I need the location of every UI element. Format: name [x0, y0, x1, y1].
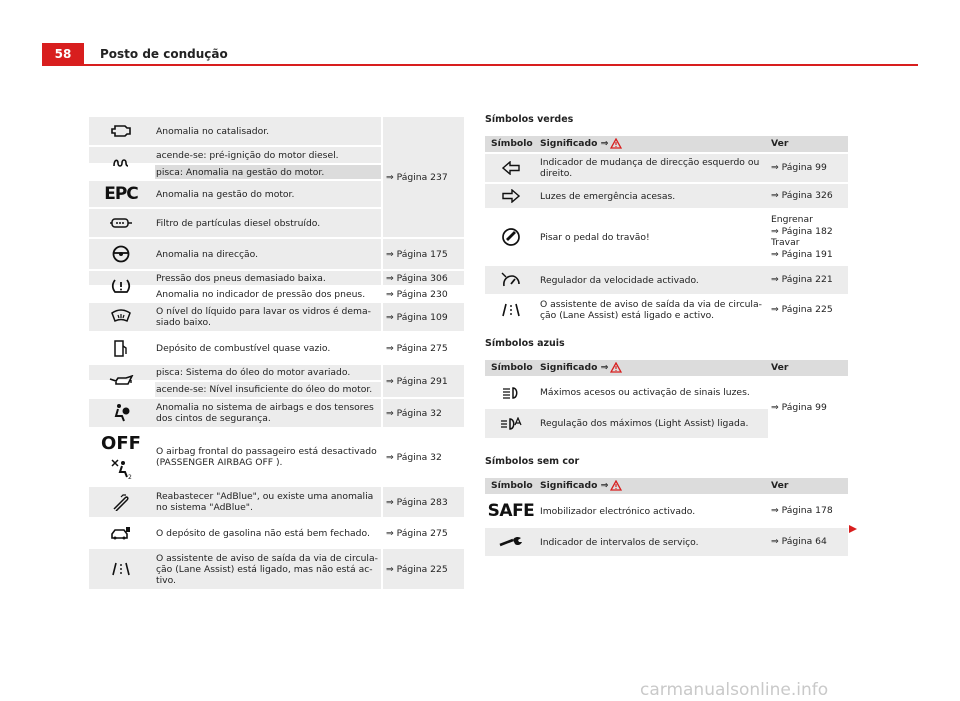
- row-reference[interactable]: ⇒ Página 306: [386, 272, 448, 284]
- table-row: [155, 287, 464, 301]
- row-reference[interactable]: ⇒ Página 230: [386, 288, 448, 300]
- row-reference[interactable]: ⇒ Página 175: [386, 248, 448, 260]
- cruise-control-icon: [485, 266, 537, 294]
- row-reference[interactable]: ⇒ Página 291: [383, 365, 464, 397]
- tyre-pressure-icon: [89, 271, 153, 301]
- airbag-off-icon: OFF 2: [101, 433, 141, 480]
- table-row: [485, 210, 848, 264]
- table-row: [485, 496, 848, 526]
- right-column: [485, 114, 848, 558]
- warning-icon: [610, 138, 622, 149]
- page-header: [42, 43, 918, 65]
- next-page-arrow-icon: [848, 524, 858, 534]
- warning-icon: [610, 480, 622, 491]
- row-text: Anomalia no indicador de pressão dos pneus.: [156, 288, 366, 300]
- row-text: pisca: Sistema do óleo do motor avariado.: [156, 367, 351, 378]
- row-text: Imobilizador electrónico activado.: [540, 505, 696, 517]
- row-reference[interactable]: ⇒ Página 178: [771, 505, 833, 517]
- table-row: [89, 209, 381, 237]
- table-row: [89, 549, 464, 589]
- row-text: Luzes de emergência acesas.: [540, 190, 676, 202]
- row-text: Máximos acesos ou activação de sinais luzes.: [540, 387, 750, 398]
- table-row: [485, 528, 848, 556]
- adblue-icon: [89, 487, 153, 517]
- oil-can-icon: [89, 365, 153, 397]
- row-reference[interactable]: ⇒ Página 237: [383, 117, 464, 237]
- table-row: [89, 487, 464, 517]
- header-see: Ver: [771, 362, 789, 373]
- section-title-nocolor: Símbolos sem cor: [485, 456, 580, 467]
- table-row: [89, 365, 381, 380]
- page-number: 58: [42, 43, 84, 65]
- header-symbol: Símbolo: [491, 362, 533, 373]
- catalyst-icon: [89, 117, 153, 145]
- wrench-icon: [485, 528, 537, 556]
- row-reference[interactable]: ⇒ Página 109: [386, 311, 448, 323]
- row-reference[interactable]: ⇒ Página 64: [771, 536, 827, 548]
- header-symbol: Símbolo: [491, 480, 533, 491]
- table-header: [485, 478, 848, 494]
- section-title-green: Símbolos verdes: [485, 114, 574, 125]
- table-row: [485, 409, 768, 438]
- row-text: O airbag frontal do passageiro está desactivado (PASSENGER AIRBAG OFF ).: [156, 446, 377, 468]
- watermark: carmanualsonline.info: [640, 680, 829, 700]
- row-text: pisca: Anomalia na gestão do motor.: [156, 166, 325, 178]
- diesel-particle-filter-icon: [89, 209, 153, 237]
- lane-assist-icon: [485, 296, 537, 324]
- table-row: [89, 181, 381, 207]
- fuel-cap-icon: [89, 519, 153, 547]
- table-row: [485, 154, 848, 182]
- row-text: Pressão dos pneus demasiado baixa.: [156, 272, 326, 284]
- row-text: Regulador da velocidade activado.: [540, 274, 699, 286]
- high-beam-icon: [485, 378, 537, 407]
- row-text: Anomalia na gestão do motor.: [156, 188, 295, 200]
- fuel-icon: [89, 333, 153, 363]
- row-text: Regulação dos máximos (Light Assist) ligada.: [540, 418, 749, 429]
- row-text: O assistente de aviso de saída da via de circula- ção (Lane Assist) está ligado e activo.: [540, 299, 762, 321]
- table-row: [89, 399, 464, 427]
- row-reference[interactable]: ⇒ Página 32: [386, 407, 442, 419]
- row-text: Anomalia no catalisador.: [156, 125, 270, 137]
- airbag-icon: [89, 399, 153, 427]
- table-row: [89, 147, 381, 163]
- section-title-blue: Símbolos azuis: [485, 338, 565, 349]
- row-reference[interactable]: ⇒ Página 225: [386, 563, 448, 575]
- header-see: Ver: [771, 480, 789, 491]
- table-row: [485, 266, 848, 294]
- row-reference[interactable]: ⇒ Página 99: [768, 378, 848, 438]
- svg-text:2: 2: [128, 474, 132, 480]
- warning-symbols-table: [89, 117, 464, 591]
- table-row: [155, 165, 381, 179]
- washer-fluid-icon: [89, 303, 153, 331]
- row-text: Filtro de partículas diesel obstruído.: [156, 217, 321, 229]
- header-meaning: Significado ⇒: [540, 478, 622, 494]
- row-reference[interactable]: ⇒ Página 275: [386, 342, 448, 354]
- steering-icon: [89, 239, 153, 269]
- table-row: [89, 519, 464, 547]
- turn-left-icon: [485, 154, 537, 182]
- row-reference[interactable]: ⇒ Página 275: [386, 527, 448, 539]
- glow-plug-icon: [89, 147, 153, 179]
- page-title: Posto de condução: [100, 47, 228, 61]
- header-see: Ver: [771, 138, 789, 149]
- row-text: Anomalia na direcção.: [156, 248, 259, 260]
- row-text: Indicador de intervalos de serviço.: [540, 536, 699, 548]
- table-row: [155, 382, 381, 397]
- safe-icon: SAFE: [487, 501, 535, 521]
- table-header: [485, 136, 848, 152]
- table-row: [485, 184, 848, 208]
- header-symbol: Símbolo: [491, 138, 533, 149]
- table-row: [89, 271, 464, 285]
- row-text: Pisar o pedal do travão!: [540, 231, 650, 243]
- header-meaning: Significado ⇒: [540, 136, 622, 152]
- turn-right-icon: [485, 184, 537, 208]
- row-text: O assistente de aviso de saída da via de circula- ção (Lane Assist) está ligado, mas não está ac- tivo.: [156, 552, 378, 586]
- row-reference[interactable]: ⇒ Página 32: [386, 451, 442, 463]
- brake-pedal-icon: [485, 210, 537, 264]
- table-row: [485, 296, 848, 324]
- table-row: [485, 378, 768, 407]
- table-row: [89, 303, 464, 331]
- row-reference[interactable]: ⇒ Página 326: [771, 190, 833, 202]
- row-text: acende-se: Nível insuficiente do óleo do motor.: [156, 384, 373, 395]
- epc-icon: EPC: [104, 184, 138, 204]
- table-header: [485, 360, 848, 376]
- row-text: Anomalia no sistema de airbags e dos tensores dos cintos de segurança.: [156, 402, 374, 424]
- row-reference[interactable]: Engrenar ⇒ Página 182 Travar ⇒ Página 191: [771, 214, 833, 260]
- row-text: O nível do líquido para lavar os vidros é dema- siado baixo.: [156, 306, 371, 328]
- header-divider: [42, 64, 918, 66]
- light-assist-icon: [485, 409, 537, 438]
- row-reference[interactable]: ⇒ Página 99: [771, 162, 827, 174]
- table-row: [89, 117, 381, 145]
- row-text: Reabastecer "AdBlue", ou existe uma anomalia no sistema "AdBlue".: [156, 491, 374, 513]
- row-reference[interactable]: ⇒ Página 221: [771, 274, 833, 286]
- warning-icon: [610, 362, 622, 373]
- row-reference[interactable]: ⇒ Página 283: [386, 496, 448, 508]
- row-text: Depósito de combustível quase vazio.: [156, 342, 331, 354]
- table-row: [89, 429, 464, 485]
- table-row: [89, 333, 464, 363]
- row-text: acende-se: pré-ignição do motor diesel.: [156, 149, 339, 161]
- header-meaning: Significado ⇒: [540, 360, 622, 376]
- row-text: O depósito de gasolina não está bem fechado.: [156, 527, 370, 539]
- row-reference[interactable]: ⇒ Página 225: [771, 304, 833, 316]
- row-text: Indicador de mudança de direcção esquerdo ou direito.: [540, 157, 760, 179]
- lane-assist-icon: [89, 549, 153, 589]
- table-row: [89, 239, 464, 269]
